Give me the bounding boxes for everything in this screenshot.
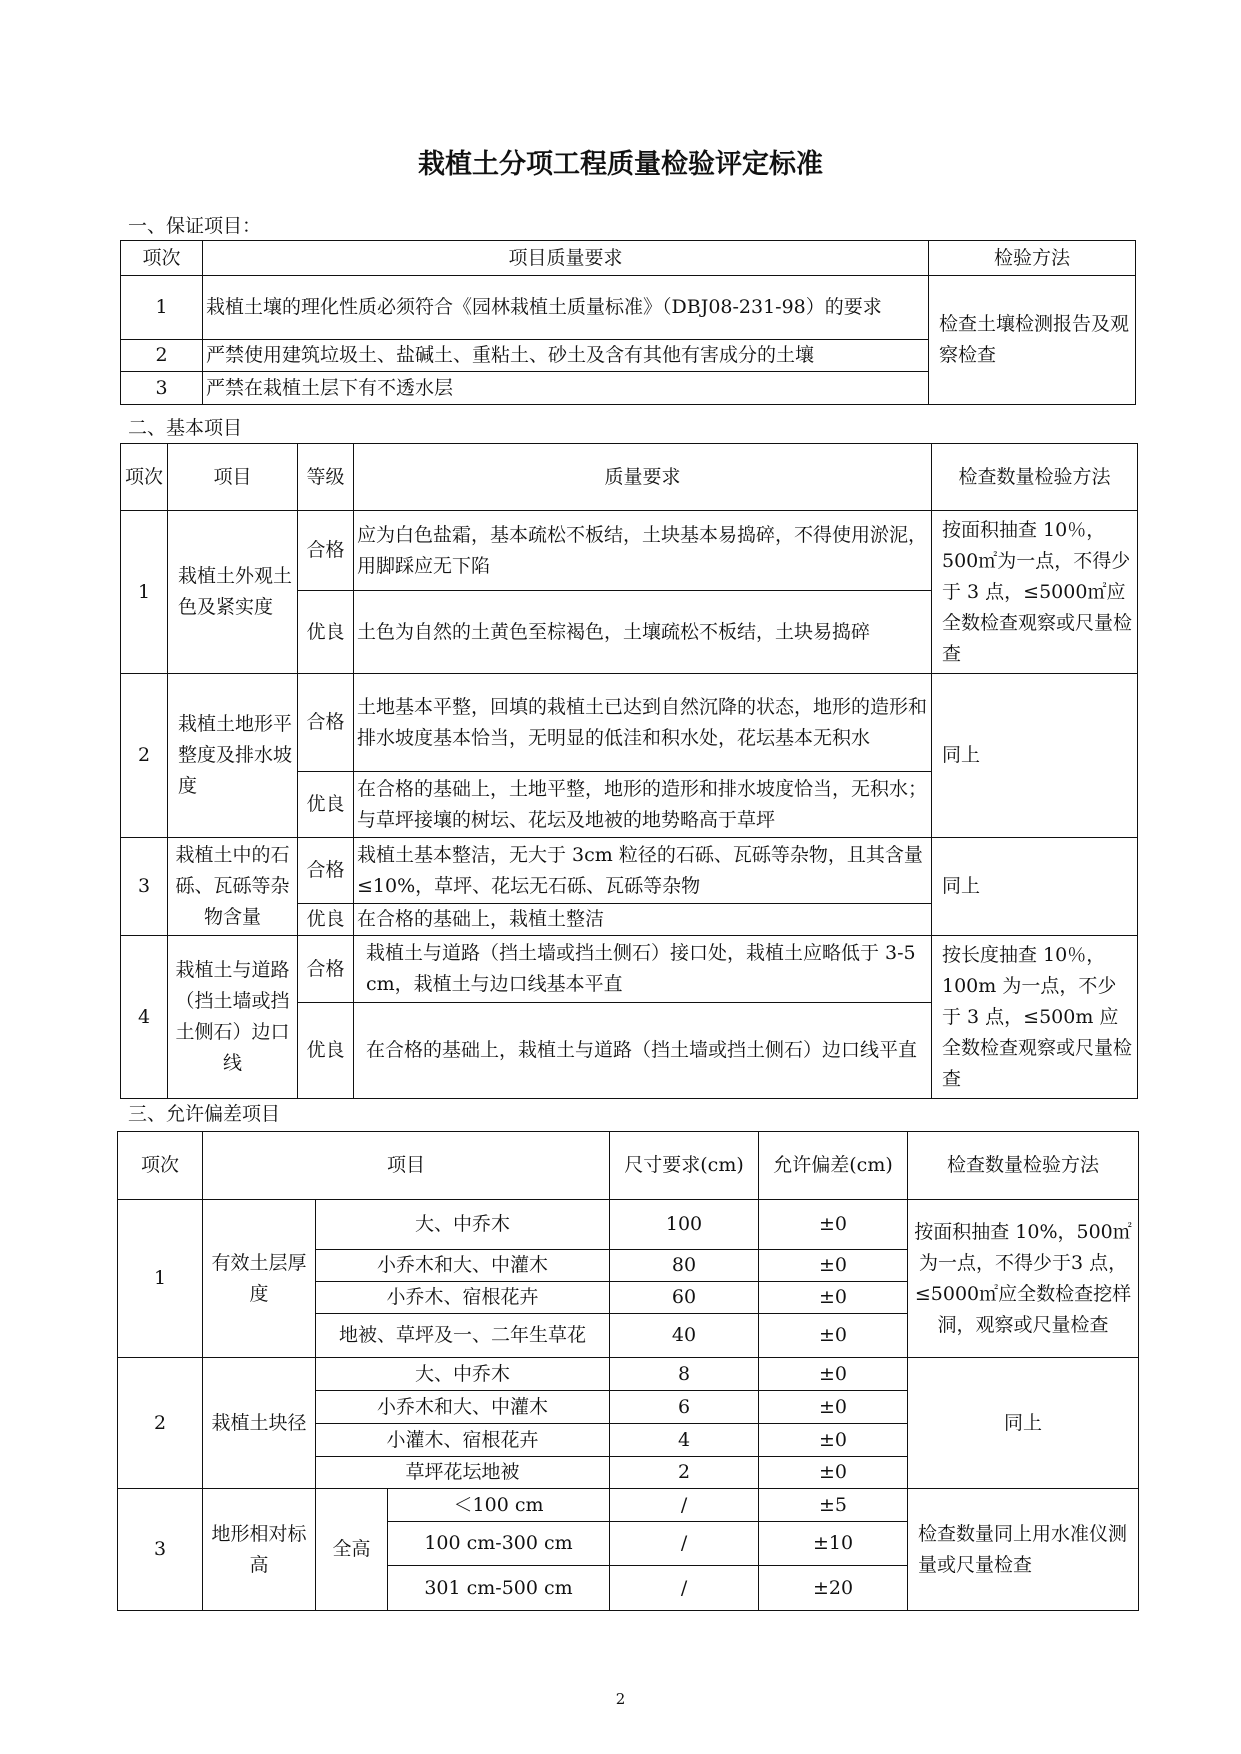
- page-number: 2: [615, 1690, 626, 1708]
- grade-pass: 合格: [298, 838, 354, 904]
- inspection-method: 同上: [932, 674, 1138, 838]
- guarantee-items-table: [120, 240, 1136, 405]
- size-value: 2: [610, 1457, 759, 1489]
- sub-item: 小乔木和大、中灌木: [316, 1391, 610, 1424]
- header-no: 项次: [118, 1132, 203, 1200]
- header-no: 项次: [121, 444, 168, 511]
- deviation-value: ±0: [759, 1250, 908, 1282]
- page-title: 栽植土分项工程质量检验评定标准: [418, 149, 823, 180]
- good-requirement: 在合格的基础上，栽植土与道路（挡土墙或挡土侧石）边口线平直: [354, 1003, 932, 1099]
- sub-item: 地被、草坪及一、二年生草花: [316, 1314, 610, 1358]
- inspection-method: 检查数量同上用水准仪测量或尺量检查: [908, 1489, 1139, 1611]
- item-name: 栽植土地形平整度及排水坡度: [168, 674, 298, 838]
- header-method: 检验方法: [929, 241, 1136, 276]
- inspection-method: 按面积抽查 10％，500㎡为一点，不得少于 3 点，≤5000㎡应全数检查观察或尺量检查: [932, 511, 1138, 674]
- sub-item: 小乔木和大、中灌木: [316, 1250, 610, 1282]
- pass-requirement: 应为白色盐霜，基本疏松不板结，土块基本易捣碎，不得使用淤泥，用脚踩应无下陷: [354, 511, 932, 591]
- group-no: 3: [118, 1489, 203, 1611]
- section-1-heading: 一、保证项目：: [128, 215, 262, 237]
- sub-item: 大、中乔木: [316, 1200, 610, 1250]
- group-name: 有效土层厚度: [203, 1200, 316, 1358]
- inspection-method: 按面积抽查 10%，500㎡为一点，不得少于3 点，≤5000㎡应全数检查挖样洞，观察或尺量检查: [908, 1200, 1139, 1358]
- pass-requirement: 栽植土与道路（挡土墙或挡土侧石）接口处，栽植土应略低于 3-5 cm，栽植土与边口线基本平直: [354, 936, 932, 1003]
- item-no: 4: [121, 936, 168, 1099]
- grade-good: 优良: [298, 772, 354, 838]
- section-2-heading: 二、基本项目: [128, 417, 243, 439]
- sub-item: 小灌木、宿根花卉: [316, 1424, 610, 1457]
- header-size: 尺寸要求(cm): [610, 1132, 759, 1200]
- header-method: 检查数量检验方法: [932, 444, 1138, 511]
- sub-item: 小乔木、宿根花卉: [316, 1282, 610, 1314]
- inspection-method: 检查土壤检测报告及观察检查: [929, 276, 1136, 405]
- sub-group-label: 全高: [316, 1489, 388, 1611]
- size-value: 100: [610, 1200, 759, 1250]
- row-requirement: 严禁使用建筑垃圾土、盐碱土、重粘土、砂土及含有其他有害成分的土壤: [203, 340, 929, 372]
- group-name: 地形相对标高: [203, 1489, 316, 1611]
- size-value: 4: [610, 1424, 759, 1457]
- grade-pass: 合格: [298, 674, 354, 772]
- row-no: 3: [121, 372, 203, 405]
- deviation-value: ±0: [759, 1200, 908, 1250]
- item-name: 栽植土与道路（挡土墙或挡土侧石）边口线: [168, 936, 298, 1099]
- item-name: 栽植土外观土色及紧实度: [168, 511, 298, 674]
- sub-item: 100 cm-300 cm: [388, 1522, 610, 1566]
- basic-items-table: [120, 443, 1138, 1099]
- size-value: /: [610, 1566, 759, 1611]
- item-no: 2: [121, 674, 168, 838]
- good-requirement: 土色为自然的土黄色至棕褐色，土壤疏松不板结，土块易捣碎: [354, 591, 932, 674]
- deviation-value: ±0: [759, 1391, 908, 1424]
- header-item: 项目: [203, 1132, 610, 1200]
- header-deviation: 允许偏差(cm): [759, 1132, 908, 1200]
- good-requirement: 在合格的基础上，栽植土整洁: [354, 904, 932, 936]
- sub-item: ＜100 cm: [388, 1489, 610, 1522]
- group-no: 1: [118, 1200, 203, 1358]
- row-requirement: 栽植土壤的理化性质必须符合《园林栽植土质量标准》（DBJ08-231-98）的要求: [203, 276, 929, 340]
- deviation-value: ±0: [759, 1457, 908, 1489]
- size-value: /: [610, 1489, 759, 1522]
- row-no: 1: [121, 276, 203, 340]
- sub-item: 301 cm-500 cm: [388, 1566, 610, 1611]
- sub-item: 草坪花坛地被: [316, 1457, 610, 1489]
- deviation-value: ±0: [759, 1314, 908, 1358]
- inspection-method: 按长度抽查 10％，100m 为一点，不少于 3 点，≤500m 应全数检查观察或尺量检查: [932, 936, 1138, 1099]
- deviation-value: ±10: [759, 1522, 908, 1566]
- pass-requirement: 土地基本平整，回填的栽植土已达到自然沉降的状态，地形的造形和排水坡度基本恰当，无明显的低洼和积水处，花坛基本无积水: [354, 674, 932, 772]
- size-value: 8: [610, 1358, 759, 1391]
- good-requirement: 在合格的基础上，土地平整，地形的造形和排水坡度恰当，无积水；与草坪接壤的树坛、花坛及地被的地势略高于草坪: [354, 772, 932, 838]
- item-no: 3: [121, 838, 168, 936]
- item-no: 1: [121, 511, 168, 674]
- header-item: 项目: [168, 444, 298, 511]
- grade-pass: 合格: [298, 936, 354, 1003]
- row-no: 2: [121, 340, 203, 372]
- item-name: 栽植土中的石砾、瓦砾等杂物含量: [168, 838, 298, 936]
- header-quality-requirement: 质量要求: [354, 444, 932, 511]
- grade-good: 优良: [298, 1003, 354, 1099]
- size-value: 80: [610, 1250, 759, 1282]
- deviation-value: ±5: [759, 1489, 908, 1522]
- size-value: /: [610, 1522, 759, 1566]
- header-no: 项次: [121, 241, 203, 276]
- row-requirement: 严禁在栽植土层下有不透水层: [203, 372, 929, 405]
- group-name: 栽植土块径: [203, 1358, 316, 1489]
- deviation-value: ±20: [759, 1566, 908, 1611]
- grade-good: 优良: [298, 591, 354, 674]
- grade-good: 优良: [298, 904, 354, 936]
- group-no: 2: [118, 1358, 203, 1489]
- section-3-heading: 三、允许偏差项目: [128, 1103, 281, 1125]
- size-value: 6: [610, 1391, 759, 1424]
- header-method: 检查数量检验方法: [908, 1132, 1139, 1200]
- deviation-value: ±0: [759, 1282, 908, 1314]
- inspection-method: 同上: [908, 1358, 1139, 1489]
- allowable-deviation-table: [117, 1131, 1139, 1611]
- deviation-value: ±0: [759, 1424, 908, 1457]
- size-value: 40: [610, 1314, 759, 1358]
- size-value: 60: [610, 1282, 759, 1314]
- pass-requirement: 栽植土基本整洁，无大于 3cm 粒径的石砾、瓦砾等杂物，且其含量≤10%，草坪、花坛无石砾、瓦砾等杂物: [354, 838, 932, 904]
- grade-pass: 合格: [298, 511, 354, 591]
- header-grade: 等级: [298, 444, 354, 511]
- deviation-value: ±0: [759, 1358, 908, 1391]
- inspection-method: 同上: [932, 838, 1138, 936]
- sub-item: 大、中乔木: [316, 1358, 610, 1391]
- header-requirement: 项目质量要求: [203, 241, 929, 276]
